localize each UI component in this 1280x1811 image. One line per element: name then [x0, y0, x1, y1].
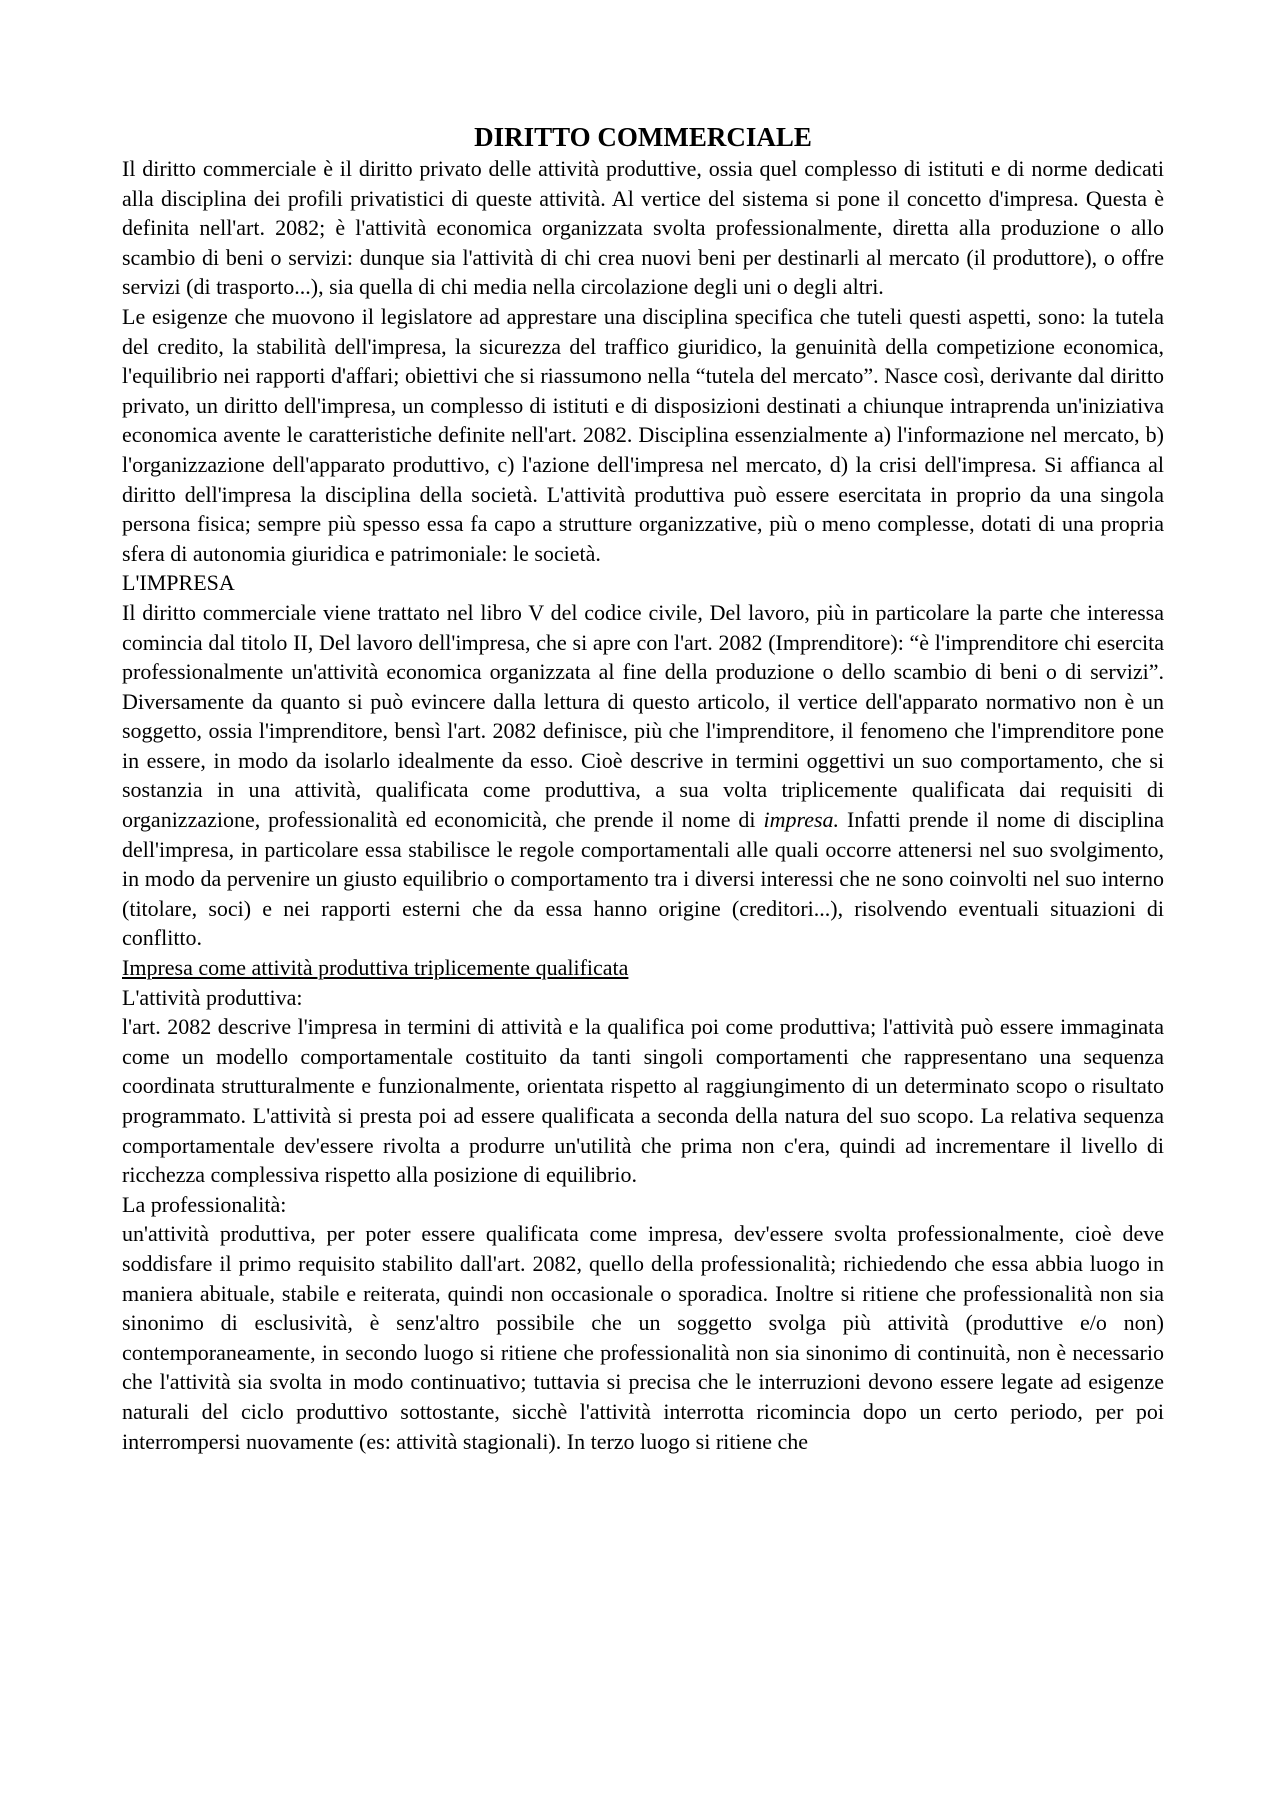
document-title: DIRITTO COMMERCIALE	[474, 122, 812, 152]
impresa-text-before: Il diritto commerciale viene trattato nel libro V del codice civile, Del lavoro, più in particolare la parte che interessa comincia dal titolo II, Del lavoro dell'impresa, che si apre con l'art. 2082 (Imprenditore): “è l'imprenditore chi esercita professionalmente un'attività economica organizzata al fine della produzione o dello scambio di beni o di servizi”. Diversamente da quanto si può evincere dalla lettura di questo articolo, il vertice dell'apparato normativo non è un soggetto, ossia l'imprenditore, bensì l'art. 2082 definisce, più che l'imprenditore, il fenomeno che l'imprenditore pone in essere, in modo da isolarlo idealmente da esso. Cioè descrive in termini oggettivi un suo comportamento, che si sostanzia in una attività, qualificata come produttiva, a sua volta triplicemente qualificata dai requisiti di organizzazione, professionalità ed economicità, che prende il nome di	[122, 599, 1164, 833]
impresa-paragraph	[122, 598, 1164, 953]
impresa-text-after: Infatti prende il nome di disciplina dell'impresa, in particolare essa stabilisce le regole comportamentali alle quali occorre attenersi nel suo svolgimento, in modo da pervenire un giusto equilibrio o comportamento tra i diversi interessi che ne sono coinvolti nel suo interno (titolare, soci) e nei rapporti esterni che da essa hanno origine (creditori...), risolvendo eventuali situazioni di conflitto.	[122, 807, 1164, 951]
attivita-paragraph: l'art. 2082 descrive l'impresa in termini di attività e la qualifica poi come produttiva; l'attività può essere immaginata come un modello comportamentale costituito da tanti singoli comportamenti che rappresentano una sequenza coordinata strutturalmente e funzionalmente, orientata rispetto al raggiungimento di un determinato scopo o risultato programmato. L'attività si presta poi ad essere qualificata a seconda della natura del suo scopo. La relativa sequenza comportamentale dev'essere rivolta a produrre un'utilità che prima non c'era, quindi ad incrementare il livello di ricchezza complessiva rispetto alla posizione di equilibrio.	[122, 1014, 1164, 1188]
subsection-heading: Impresa come attività produttiva triplicemente qualificata	[122, 955, 629, 981]
intro-paragraph-1: Il diritto commerciale è il diritto privato delle attività produttive, ossia quel complesso di istituti e di norme dedicati alla disciplina dei profili privatistici di queste attività. Al vertice del sistema si pone il concetto d'impresa. Questa è definita nell'art. 2082; è l'attività economica organizzata svolta professionalmente, diretta alla produzione o allo scambio di beni o servizi: dunque sia l'attività di chi crea nuovi beni per destinarli al mercato (il produttore), o offre servizi (di trasporto...), sia quella di chi media nella circolazione degli uni o degli altri.	[122, 156, 1164, 300]
intro-paragraph-2: Le esigenze che muovono il legislatore ad apprestare una disciplina specifica che tuteli questi aspetti, sono: la tutela del credito, la stabilità dell'impresa, la sicurezza del traffico giuridico, la genuinità della competizione economica, l'equilibrio nei rapporti d'affari; obiettivi che si riassumono nella “tutela del mercato”. Nasce così, derivante dal diritto privato, un diritto dell'impresa, un complesso di istituti e di disposizioni destinati a chiunque intraprenda un'iniziativa economica avente le caratteristiche definite nell'art. 2082. Disciplina essenzialmente a) l'informazione nel mercato, b) l'organizzazione dell'apparato produttivo, c) l'azione dell'impresa nel mercato, d) la crisi dell'impresa. Si affianca al diritto dell'impresa la disciplina della società. L'attività produttiva può essere esercitata in proprio da una singola persona fisica; sempre più spesso essa fa capo a strutture organizzative, più o meno complesse, dotati di una propria sfera di autonomia giuridica e patrimoniale: le società.	[122, 303, 1164, 566]
document-page	[122, 120, 1164, 1456]
impresa-italic-term: impresa.	[763, 807, 840, 833]
professionalita-paragraph: un'attività produttiva, per poter essere qualificata come impresa, dev'essere svolta professionalmente, cioè deve soddisfare il primo requisito stabilito dall'art. 2082, quello della professionalità; richiedendo che essa abbia luogo in maniera abituale, stabile e reiterata, quindi non occasionale o sporadica. Inoltre si ritiene che professionalità non sia sinonimo di esclusività, è senz'altro possibile che un soggetto svolga più attività (produttive e/o non) contemporaneamente, in secondo luogo si ritiene che professionalità non sia sinonimo di continuità, non è necessario che l'attività sia svolta in modo continuativo; tuttavia si precisa che le interruzioni devono essere legate ad esigenze naturali del ciclo produttivo sottostante, sicchè l'attività interrotta ricomincia dopo un certo periodo, per poi interrompersi nuovamente (es: attività stagionali). In terzo luogo si ritiene che	[122, 1221, 1164, 1454]
professionalita-label: La professionalità:	[122, 1191, 287, 1217]
attivita-label: L'attività produttiva:	[122, 984, 303, 1010]
section-heading-impresa: L'IMPRESA	[122, 570, 235, 596]
